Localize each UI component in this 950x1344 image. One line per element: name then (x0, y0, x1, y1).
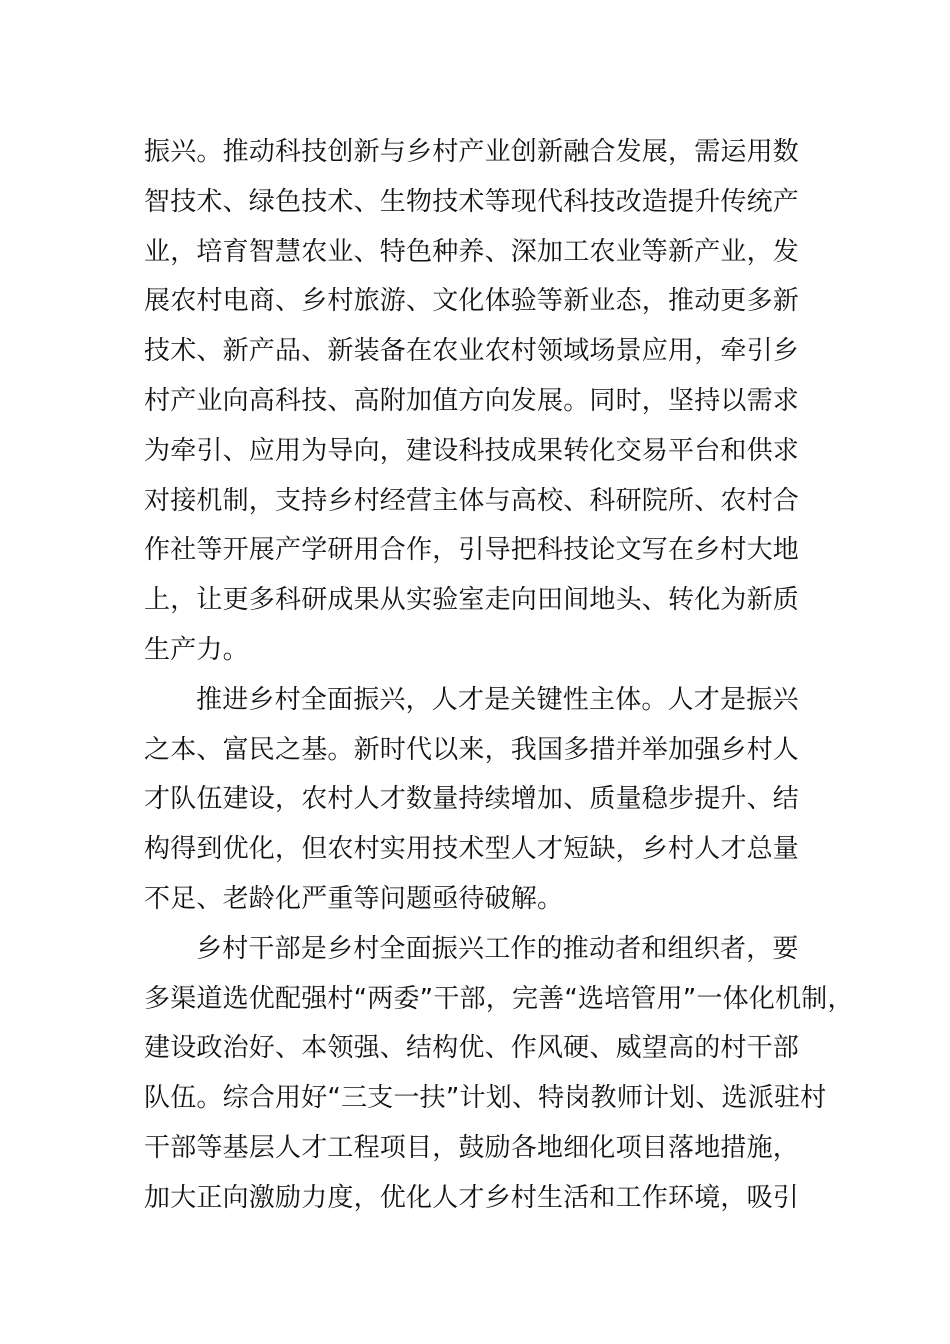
text-line: 智技术、绿色技术、生物技术等现代科技改造提升传统产 (144, 186, 800, 217)
paragraph-start-line: 乡村干部是乡村全面振兴工作的推动者和组织者，要 (196, 933, 799, 964)
text-line: 之本、富民之基。新时代以来，我国多措并举加强乡村人 (144, 734, 800, 765)
body-text (144, 128, 854, 1224)
text-line: 干部等基层人才工程项目，鼓励各地细化项目落地措施， (144, 1132, 800, 1163)
text-line: 上，让更多科研成果从实验室走向田间地头、转化为新质 (144, 585, 800, 616)
text-line: 队伍。综合用好“三支一扶”计划、特岗教师计划、选派驻村 (144, 1083, 827, 1114)
text-line: 不足、老龄化严重等问题亟待破解。 (144, 883, 564, 914)
text-line: 生产力。 (144, 634, 249, 665)
text-line: 村产业向高科技、高附加值方向发展。同时，坚持以需求 (144, 385, 800, 416)
text-line: 作社等开展产学研用合作，引导把科技论文写在乡村大地 (144, 535, 800, 566)
text-line: 对接机制，支持乡村经营主体与高校、科研院所、农村合 (144, 485, 800, 516)
text-line: 多渠道选优配强村“两委”干部，完善“选培管用”一体化机制， (144, 983, 854, 1014)
text-line: 振兴。推动科技创新与乡村产业创新融合发展，需运用数 (144, 137, 800, 167)
text-line: 建设政治好、本领强、结构优、作风硬、威望高的村干部 (144, 1033, 800, 1064)
text-line: 展农村电商、乡村旅游、文化体验等新业态，推动更多新 (144, 286, 800, 317)
text-line: 加大正向激励力度，优化人才乡村生活和工作环境，吸引 (144, 1182, 800, 1213)
paragraph-start-line: 推进乡村全面振兴，人才是关键性主体。人才是振兴 (196, 684, 799, 715)
text-line: 业，培育智慧农业、特色种养、深加工农业等新产业，发 (144, 236, 800, 267)
text-line: 为牵引、应用为导向，建设科技成果转化交易平台和供求 (144, 435, 800, 466)
text-line: 构得到优化，但农村实用技术型人才短缺，乡村人才总量 (144, 834, 800, 865)
text-line: 才队伍建设，农村人才数量持续增加、质量稳步提升、结 (144, 784, 800, 815)
text-line: 技术、新产品、新装备在农业农村领域场景应用，牵引乡 (144, 336, 800, 367)
